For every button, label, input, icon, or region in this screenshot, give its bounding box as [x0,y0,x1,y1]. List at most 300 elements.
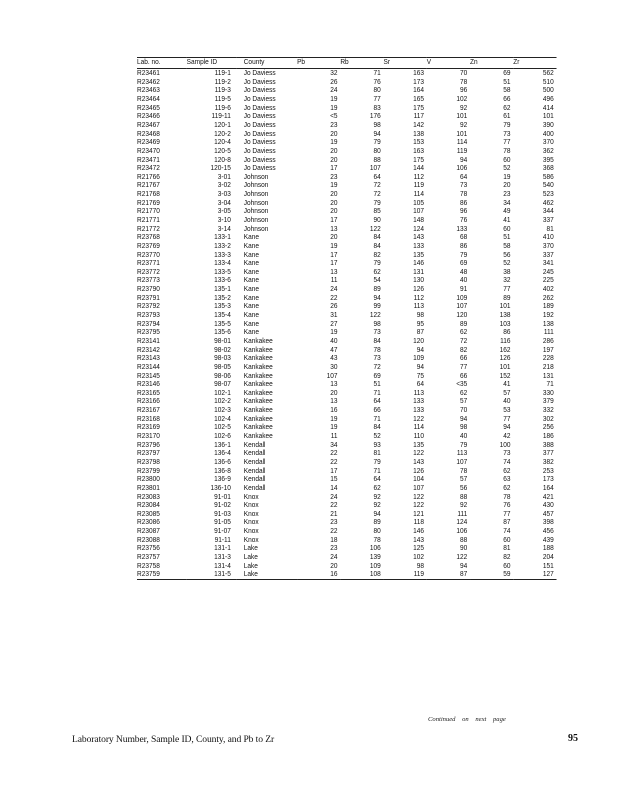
cell-zn: 103 [499,319,511,328]
cell-sr: 173 [413,77,425,86]
cell-rb: 108 [340,570,383,579]
table-row [137,78,557,87]
cell-zn: 38 [503,267,511,276]
cell-pb: 13 [330,380,338,389]
cell-zr: 101 [542,112,554,121]
cell-pb: 19 [330,423,338,432]
cell-sample-id: 135-3 [214,302,231,311]
cell-zr: 523 [542,190,554,199]
header-lab-no: Lab. no. [137,58,187,69]
cell-sr: 122 [413,449,425,458]
cell-lab-no: R23768 [137,233,160,242]
cell-zr: 164 [542,483,554,492]
cell-zr: 439 [542,535,554,544]
table-row [137,397,557,406]
cell-sr: 95 [416,319,425,328]
cell-v: 82 [460,345,468,354]
cell-county: Johnson [243,172,269,181]
cell-zr: 151 [542,561,554,570]
cell-rb: 80 [373,527,381,536]
cell-rb: 71 [373,466,381,475]
cell-v: 120 [456,311,468,320]
cell-zr: 341 [542,259,554,268]
cell-v: 90 [460,544,468,553]
cell-sample-id: 98-06 [214,371,231,380]
cell-county: Johnson [243,224,269,233]
cell-v: 92 [460,120,468,129]
cell-v: 62 [460,388,468,397]
cell-v: 124 [456,518,468,527]
cell-zn: 51 [503,77,511,86]
cell-county: Kane [243,233,259,242]
cell-zn: 63 [503,475,511,484]
cell-sr: 163 [413,69,425,78]
cell-sample-id: 133-6 [214,276,231,285]
table-row [137,536,557,545]
cell-sr: 126 [413,466,425,475]
cell-zn: 53 [503,406,511,415]
geochemistry-table [137,57,557,580]
cell-sr: 165 [413,95,425,104]
cell-county: Johnson [243,181,269,190]
cell-rb: 89 [373,518,381,527]
cell-zr: 337 [542,216,554,224]
cell-pb: 20 [330,561,338,570]
cell-pb: 17 [330,250,338,259]
cell-county: Johnson [243,190,269,199]
cell-v: 101 [456,129,468,138]
cell-pb: 30 [330,362,338,371]
cell-zr: 388 [542,440,554,449]
cell-rb: 89 [373,285,381,294]
cell-pb: 19 [330,95,338,104]
cell-lab-no: R21771 [137,216,160,224]
cell-sr: 146 [413,259,425,268]
table-row [137,276,557,285]
cell-sample-id: 133-5 [214,267,231,276]
cell-v: 78 [460,77,468,86]
cell-zn: 51 [503,233,511,242]
cell-rb: 94 [373,293,381,302]
cell-sample-id: 135-6 [214,328,231,337]
cell-zn: 100 [499,440,511,449]
cell-sample-id: 91-01 [214,492,231,501]
cell-lab-no: R23771 [137,259,160,268]
table-row [137,233,557,242]
cell-county: Jo Daviess [243,95,276,104]
table-row [137,415,557,424]
cell-zr: 462 [542,198,554,207]
cell-zr: 421 [542,492,554,501]
table-row [137,86,557,95]
cell-pb: 20 [330,146,338,155]
cell-rb: 76 [373,77,381,86]
cell-sample-id: 102-5 [214,423,231,432]
cell-sr: 94 [416,345,425,354]
cell-sr: 112 [413,172,425,181]
cell-zn: 58 [503,241,511,250]
cell-zr: 189 [542,302,554,311]
cell-rb: 78 [373,345,381,354]
cell-rb: 62 [373,267,381,276]
cell-zn: 60 [503,155,511,164]
cell-zn: 94 [503,423,511,432]
cell-county: Kane [243,285,259,294]
cell-zr: 395 [542,155,554,164]
cell-pb: 20 [330,190,338,199]
cell-v: 87 [427,570,470,579]
table-row [137,492,557,501]
cell-v: 96 [460,207,468,216]
cell-v: 66 [460,371,468,380]
cell-sample-id: 120-1 [214,120,231,129]
cell-rb: 79 [373,259,381,268]
cell-lab-no: R23794 [137,319,160,328]
cell-rb: 66 [373,406,381,415]
cell-sr: 148 [413,216,425,224]
cell-sample-id: 98-03 [214,354,231,363]
cell-sr: 117 [413,112,425,121]
cell-v: 77 [460,362,468,371]
cell-zr: 332 [542,406,554,415]
cell-lab-no: R23141 [137,336,160,345]
cell-v: 96 [460,86,468,95]
cell-rb: 176 [369,112,381,121]
cell-rb: 84 [373,233,381,242]
cell-lab-no: R23799 [137,466,160,475]
cell-county: Jo Daviess [243,164,276,173]
cell-zn: 41 [503,216,511,224]
page-caption: Laboratory Number, Sample ID, County, and Pb to Zr [72,734,275,745]
cell-pb: 24 [330,86,338,95]
cell-pb: 24 [330,552,338,561]
cell-lab-no: R23793 [137,311,160,320]
continued-note: Continued on next page [428,716,506,723]
cell-sample-id: 91-11 [214,535,231,544]
cell-v: 70 [460,69,468,78]
cell-v: 94 [460,561,468,570]
cell-sample-id: 3-04 [217,198,231,207]
cell-sample-id: 131-3 [214,552,231,561]
cell-sample-id: 136-1 [214,440,231,449]
cell-county: Kane [243,302,259,311]
cell-sample-id: 102-4 [214,414,231,423]
cell-lab-no: R21767 [137,181,160,190]
cell-zr: 131 [542,371,554,380]
cell-pb: 32 [330,69,338,78]
cell-sr: 94 [416,362,425,371]
cell-zr: 414 [542,103,554,112]
cell-v: 91 [460,285,468,294]
cell-pb: 26 [330,77,338,86]
cell-county: Kane [243,250,259,259]
cell-zr: 368 [542,164,554,173]
cell-rb: 84 [373,241,381,250]
cell-county: Kankakee [243,371,273,380]
cell-rb: 80 [373,86,381,95]
cell-pb: 13 [330,397,338,406]
cell-zr: 379 [542,397,554,406]
table-header-row [137,58,557,69]
table-row [137,466,557,475]
cell-sr: 75 [416,371,425,380]
cell-sample-id: 136-9 [214,475,231,484]
cell-zn: 77 [503,285,511,294]
cell-sr: 114 [413,190,425,199]
cell-county: Jo Daviess [243,120,276,129]
cell-rb: 84 [373,423,381,432]
cell-sr: 122 [413,414,425,423]
cell-v: 57 [460,475,468,484]
cell-zn: 60 [503,535,511,544]
cell-v: 40 [460,432,468,441]
cell-pb: 19 [330,138,338,147]
cell-sr: 126 [413,285,425,294]
cell-v: 114 [456,138,468,147]
cell-lab-no: R23084 [137,501,160,510]
cell-county: Kendall [243,466,266,475]
cell-lab-no: R23465 [137,103,160,112]
table-row [137,104,557,113]
cell-pb: 17 [330,466,338,475]
cell-pb: 14 [330,483,338,492]
cell-sample-id: 131-4 [214,561,231,570]
cell-zr: 302 [542,414,554,423]
cell-zn: 101 [499,302,511,311]
cell-lab-no: R23086 [137,518,160,527]
cell-v: 94 [460,414,468,423]
cell-pb: 107 [326,371,338,380]
cell-pb: 19 [330,328,338,337]
cell-lab-no: R23088 [137,535,160,544]
cell-rb: 82 [373,250,381,259]
cell-rb: 72 [373,181,381,190]
cell-v: 109 [456,293,468,302]
cell-county: Kankakee [243,362,273,371]
cell-sample-id: 131-1 [214,544,231,553]
cell-county: Jo Daviess [243,146,276,155]
cell-pb: 17 [330,216,338,224]
cell-v: 76 [460,216,468,224]
cell-v: 72 [460,336,468,345]
cell-county: Knox [243,492,259,501]
cell-sample-id: 136-4 [214,449,231,458]
cell-rb: 93 [373,440,381,449]
cell-sample-id: 3-01 [217,172,231,181]
cell-lab-no: R23144 [137,362,160,371]
cell-v: 119 [456,146,468,155]
cell-v: 94 [460,155,468,164]
table-row [137,484,557,493]
cell-sample-id: 98-01 [214,336,231,345]
cell-sr: 130 [413,276,425,285]
cell-zn: 74 [503,527,511,536]
table-row [137,216,557,225]
cell-sample-id: 119-2 [214,77,231,86]
cell-sample-id: 135-4 [214,311,231,320]
cell-lab-no: R23756 [137,544,160,553]
cell-sample-id: 102-1 [214,388,231,397]
cell-zn: 58 [503,86,511,95]
cell-sr: 125 [413,544,425,553]
cell-rb: 73 [373,354,381,363]
cell-rb: 64 [373,397,381,406]
cell-lab-no: R23798 [137,457,160,466]
cell-rb: 52 [373,432,381,441]
cell-zr: 337 [542,250,554,259]
cell-zr: 256 [542,423,554,432]
cell-lab-no: R23792 [137,302,160,311]
cell-v: 40 [460,276,468,285]
cell-rb: 90 [373,216,381,224]
cell-rb: 71 [373,388,381,397]
cell-zr: 330 [542,388,554,397]
cell-sample-id: 3-02 [217,181,231,190]
cell-v: 57 [460,397,468,406]
table-row [137,173,557,182]
cell-pb: 13 [330,224,338,233]
cell-sr: 124 [413,224,425,233]
cell-lab-no: R23170 [137,432,160,441]
cell-lab-no: R23463 [137,86,160,95]
cell-lab-no: R23470 [137,146,160,155]
cell-zn: 62 [503,483,511,492]
cell-rb: 139 [369,552,381,561]
cell-sample-id: 135-2 [214,293,231,302]
cell-pb: 22 [330,457,338,466]
cell-county: Knox [243,518,259,527]
cell-pb: 23 [330,518,338,527]
cell-lab-no: R23461 [137,69,160,78]
cell-zr: 402 [542,285,554,294]
table-row [137,181,557,190]
table-body [137,69,557,580]
cell-zr: 71 [546,380,554,389]
cell-county: Kendall [243,457,266,466]
table-row [137,164,557,173]
header-rb: Rb [340,58,383,69]
cell-zr: 400 [542,129,554,138]
header-pb: Pb [297,58,340,69]
table-row [137,544,557,553]
cell-zr: 127 [513,570,556,579]
cell-county: Knox [243,509,259,518]
header-v: V [427,58,470,69]
cell-zr: 192 [542,311,554,320]
cell-zn: 89 [503,293,511,302]
cell-sample-id: 120-5 [214,146,231,155]
cell-zr: 390 [542,120,554,129]
cell-sample-id: 136-8 [214,466,231,475]
cell-zn: 116 [500,336,511,345]
cell-sr: 122 [413,492,425,501]
cell-zr: 218 [542,362,554,371]
cell-lab-no: R23791 [137,293,160,302]
table-row [137,363,557,372]
cell-zn: 20 [503,181,511,190]
cell-lab-no: R23143 [137,354,160,363]
cell-zr: 188 [542,544,554,553]
table-row [137,199,557,208]
cell-sr: 98 [416,561,425,570]
table-row [137,475,557,484]
cell-zr: 225 [542,276,554,285]
cell-rb: 64 [373,475,381,484]
cell-v: 106 [456,527,468,536]
cell-zn: 60 [503,224,511,233]
cell-sr: 110 [413,432,425,441]
cell-county: Kankakee [243,380,273,389]
cell-sr: 142 [413,120,425,129]
cell-lab-no: R21766 [137,172,160,181]
cell-pb: 18 [330,535,338,544]
cell-sr: 119 [413,181,425,190]
cell-county: Kankakee [243,336,273,345]
cell-sample-id: 136-6 [214,457,231,466]
cell-lab-no: R23758 [137,561,160,570]
cell-sr: 144 [413,164,425,173]
cell-sr: 64 [416,380,425,389]
cell-sr: 146 [413,527,425,536]
cell-zr: 173 [542,475,554,484]
cell-v: 79 [460,440,468,449]
cell-sr: 107 [413,483,425,492]
cell-v: 86 [460,198,468,207]
table-row [137,570,557,579]
cell-pb: 23 [330,544,338,553]
cell-zn: 162 [499,345,511,354]
header-sample-id: Sample ID [187,58,237,69]
cell-rb: 71 [373,414,381,423]
cell-lab-no: R23166 [137,397,160,406]
cell-pb: 19 [330,103,338,112]
cell-rb: 98 [373,120,381,129]
cell-sample-id: 133-1 [214,233,231,242]
cell-pb: 19 [330,414,338,423]
cell-zn: 152 [499,371,511,380]
cell-zr: 253 [542,466,554,475]
cell-lab-no: R23801 [137,483,160,492]
cell-rb: 107 [369,164,381,173]
table-row [137,155,557,164]
cell-sr: 163 [413,146,425,155]
cell-zn: 101 [499,362,511,371]
cell-zr: 496 [542,95,554,104]
cell-zn: 66 [503,95,511,104]
cell-pb: 47 [330,345,338,354]
cell-pb: 22 [330,501,338,510]
cell-v: 133 [456,224,468,233]
cell-sample-id: 120-2 [214,129,231,138]
cell-county: Jo Daviess [243,129,276,138]
cell-sr: 122 [413,501,425,510]
cell-county: Kankakee [243,432,273,441]
cell-sample-id: 102-3 [214,406,231,415]
cell-lab-no: R23142 [137,345,160,354]
cell-v: 122 [456,552,468,561]
cell-county: Kankakee [243,345,273,354]
cell-sr: 107 [413,207,425,216]
table-row [137,449,557,458]
cell-sample-id: 102-2 [214,397,231,406]
cell-sr: 135 [413,440,425,449]
cell-sample-id: 3-05 [217,207,231,216]
cell-lab-no: R23790 [137,285,160,294]
cell-lab-no: R23471 [137,155,160,164]
cell-sample-id: 91-07 [214,527,231,536]
cell-rb: 78 [373,535,381,544]
cell-rb: 98 [373,319,381,328]
